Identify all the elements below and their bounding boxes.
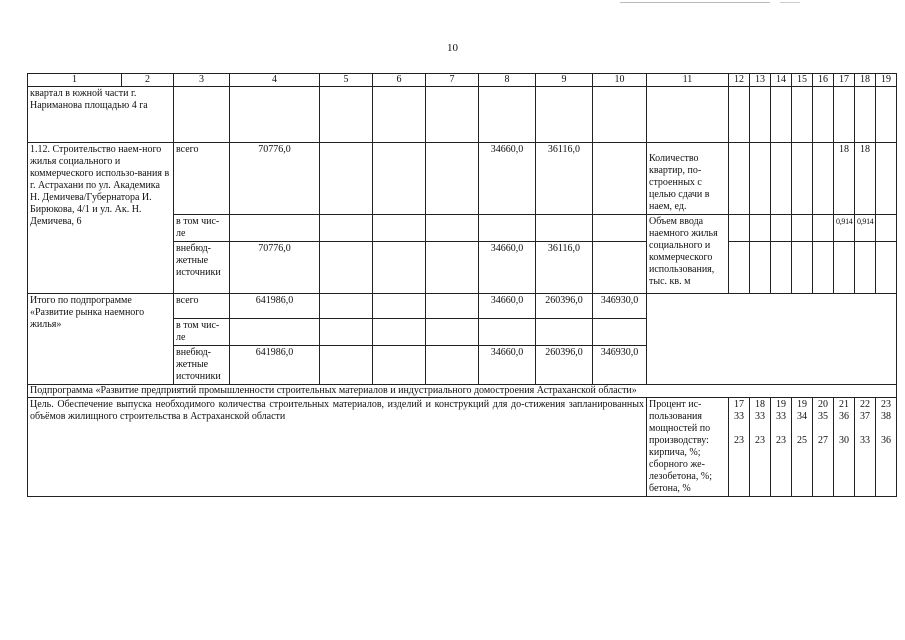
header-cell: 19 (876, 74, 897, 87)
table-row (28, 385, 897, 398)
funding-type: внебюд-жетные источники (174, 346, 230, 385)
header-cell: 9 (536, 74, 593, 87)
page-number: 10 (447, 42, 458, 54)
header-cell: 7 (426, 74, 479, 87)
indicator-values: 17 33 23 (729, 398, 750, 497)
indicator-values: 19 34 25 (792, 398, 813, 497)
header-cell: 13 (750, 74, 771, 87)
header-cell: 5 (320, 74, 373, 87)
cell-value: 34660,0 (479, 242, 536, 294)
indicator-text: Процент ис-пользования мощностей по производству: кирпича, %; сборного же-лезобетона, %; бетона, % (647, 398, 729, 497)
table-row (28, 143, 897, 215)
program-table (27, 73, 897, 497)
cell-value: 34660,0 (479, 294, 536, 319)
row-name-1-12: 1.12. Строительство наем-ного жилья социального и коммерческого использо-вания в г. Астрахани по ул. Академика Н. Демичева/Губернатора И. Бирюкова, 4/1 и ул. Ак. Н. Демичева, 6 (28, 143, 174, 294)
cell-value: 34660,0 (479, 143, 536, 215)
header-cell: 12 (729, 74, 750, 87)
cell-value: 70776,0 (230, 242, 320, 294)
indicator-values: 23 38 36 (876, 398, 897, 497)
funding-type: всего (174, 143, 230, 215)
indicator-values: 21 36 30 (834, 398, 855, 497)
indicator-value: 18 (834, 143, 855, 215)
table-row (28, 294, 897, 319)
table-row (28, 398, 897, 497)
header-cell: 16 (813, 74, 834, 87)
header-cell: 10 (593, 74, 647, 87)
cell-value: 34660,0 (479, 346, 536, 385)
header-cell: 14 (771, 74, 792, 87)
row-name-continued: квартал в южной части г. Нариманова площадью 4 га (28, 87, 174, 143)
funding-type: в том чис-ле (174, 319, 230, 346)
goal-text: Цель. Обеспечение выпуска необходимого количества строительных материалов, изделий и конструкций для до-стижения запланированных объёмов жилищного строительства в Астраханской области (28, 398, 647, 497)
cell-value: 36116,0 (536, 143, 593, 215)
header-cell: 4 (230, 74, 320, 87)
table-row (28, 87, 897, 143)
header-cell: 8 (479, 74, 536, 87)
cell-value: 260396,0 (536, 346, 593, 385)
indicator-value: 0,914 (855, 215, 876, 242)
header-cell: 11 (647, 74, 729, 87)
header-cell: 3 (174, 74, 230, 87)
funding-type: в том чис-ле (174, 215, 230, 242)
header-row (28, 74, 897, 87)
indicator-values: 22 37 33 (855, 398, 876, 497)
scan-artifact-line (780, 2, 800, 3)
cell-value: 346930,0 (593, 294, 647, 319)
indicator-values: 20 35 27 (813, 398, 834, 497)
header-cell: 1 (28, 74, 122, 87)
indicator-text: Количество квартир, по-строенных с целью сдачи в наем, ед. (647, 143, 729, 215)
indicator-value: 18 (855, 143, 876, 215)
cell-value: 36116,0 (536, 242, 593, 294)
funding-type: внебюд-жетные источники (174, 242, 230, 294)
total-name: Итого по подпрограмме «Развитие рынка наемного жилья» (28, 294, 174, 385)
header-cell: 6 (373, 74, 426, 87)
indicator-values: 19 33 23 (771, 398, 792, 497)
cell-value: 641986,0 (230, 294, 320, 319)
cell-value: 70776,0 (230, 143, 320, 215)
scan-artifact-line (620, 2, 770, 3)
header-cell: 17 (834, 74, 855, 87)
indicator-values: 18 33 23 (750, 398, 771, 497)
funding-type: всего (174, 294, 230, 319)
header-cell: 2 (122, 74, 174, 87)
cell-value: 260396,0 (536, 294, 593, 319)
indicator-value: 0,914 (834, 215, 855, 242)
cell-value: 641986,0 (230, 346, 320, 385)
header-cell: 15 (792, 74, 813, 87)
header-cell: 18 (855, 74, 876, 87)
subprogram-title: Подпрограмма «Развитие предприятий промышленности строительных материалов и индустриального домостроения Астраханской области» (28, 385, 897, 398)
indicator-text: Объем ввода наемного жилья социального и коммерческого использования, тыс. кв. м (647, 215, 729, 294)
cell-value: 346930,0 (593, 346, 647, 385)
